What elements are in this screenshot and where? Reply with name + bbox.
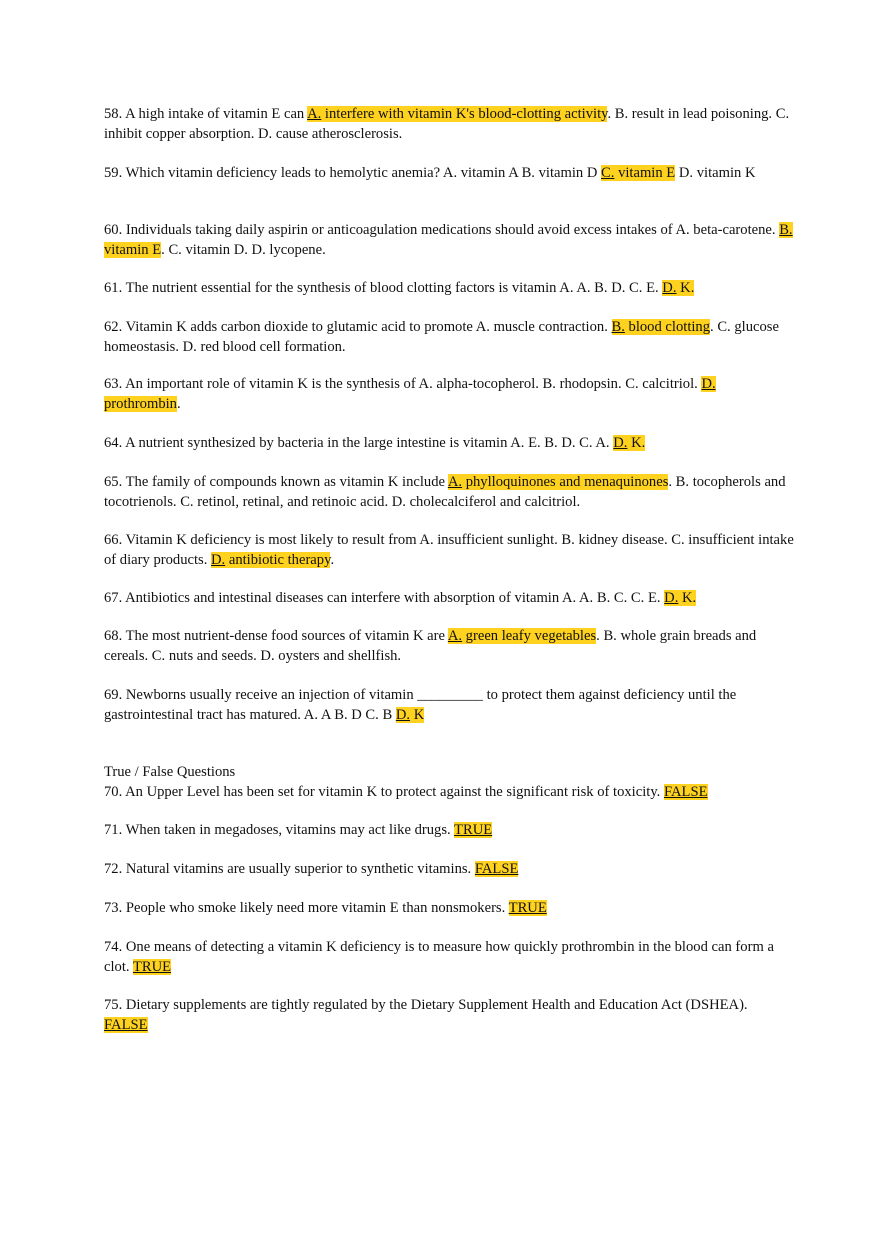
answer-highlight: D. K. <box>662 280 695 296</box>
question-text: 73. People who smoke likely need more vitamin E than nonsmokers. <box>104 900 509 916</box>
answer-highlight: TRUE <box>508 900 547 916</box>
question-73 <box>104 899 794 919</box>
answer-highlight: C. vitamin E <box>601 165 676 181</box>
answer-highlight: A. green leafy vegetables <box>447 628 597 644</box>
question-text: 74. One means of detecting a vitamin K deficiency is to measure how quickly prothrombin in the blood can form a clot. <box>104 939 774 975</box>
question-options: . <box>176 395 181 412</box>
question-text: 61. The nutrient essential for the synthesis of blood clotting factors is vitamin A. A. B. D. C. E. <box>104 280 663 296</box>
answer-highlight: TRUE <box>132 958 172 975</box>
question-74 <box>104 938 794 977</box>
question-60 <box>104 221 794 260</box>
question-options: . B. result in lead poisoning. C. inhibit copper absorption. D. cause atherosclerosis. <box>104 106 790 142</box>
question-text: 63. An important role of vitamin K is the synthesis of A. alpha-tocopherol. B. rhodopsin. C. calcitriol. <box>104 376 702 392</box>
question-text: 75. Dietary supplements are tightly regulated by the Dietary Supplement Health and Education Act (DSHEA). <box>104 997 748 1013</box>
question-options: . B. tocopherols and tocotrienols. C. retinol, retinal, and retinoic acid. D. cholecalciferol and calcitriol. <box>104 474 786 510</box>
answer-highlight: D. prothrombin <box>104 376 716 412</box>
question-66 <box>104 531 794 570</box>
question-68 <box>104 627 794 666</box>
answer-highlight: D. K. <box>664 590 697 606</box>
question-64 <box>104 434 794 454</box>
question-text: 71. When taken in megadoses, vitamins may act like drugs. <box>104 822 455 838</box>
question-72 <box>104 860 794 880</box>
answer-highlight: TRUE <box>454 822 493 838</box>
question-text: 70. An Upper Level has been set for vitamin K to protect against the significant risk of toxicity. <box>104 784 664 800</box>
question-options: . C. glucose homeostasis. D. red blood cell formation. <box>104 319 779 355</box>
answer-highlight: D. K <box>395 706 425 723</box>
question-70 <box>104 783 794 803</box>
question-text: 58. A high intake of vitamin E can <box>104 106 308 122</box>
question-71 <box>104 821 794 841</box>
question-text: 60. Individuals taking daily aspirin or anticoagulation medications should avoid excess intakes of A. beta-carotene. <box>104 222 780 238</box>
question-63 <box>104 375 794 414</box>
answer-highlight: B. vitamin E <box>104 222 793 258</box>
answer-highlight: FALSE <box>663 784 708 800</box>
question-text: 67. Antibiotics and intestinal diseases can interfere with absorption of vitamin A. A. B. C. C. E. <box>104 590 665 606</box>
question-61 <box>104 279 794 299</box>
question-text: 64. A nutrient synthesized by bacteria in the large intestine is vitamin A. E. B. D. C. A. <box>104 435 614 451</box>
question-text: 65. The family of compounds known as vitamin K include <box>104 474 448 490</box>
question-text: 72. Natural vitamins are usually superior to synthetic vitamins. <box>104 861 475 877</box>
question-69 <box>104 686 794 725</box>
question-58 <box>104 105 794 144</box>
question-text: 62. Vitamin K adds carbon dioxide to glutamic acid to promote A. muscle contraction. <box>104 319 612 335</box>
question-options: . B. whole grain breads and cereals. C. nuts and seeds. D. oysters and shellfish. <box>104 628 757 664</box>
question-options: . <box>330 551 335 568</box>
answer-highlight: FALSE <box>104 1016 148 1033</box>
question-65 <box>104 473 794 512</box>
answer-highlight: A. interfere with vitamin K's blood-clotting activity <box>307 106 608 122</box>
question-text: 69. Newborns usually receive an injection of vitamin _________ to protect them against deficiency until the gastrointestinal tract has matured. A. A B. D C. B <box>104 687 737 723</box>
question-options: . C. vitamin D. D. lycopene. <box>161 241 326 258</box>
answer-highlight: FALSE <box>474 861 519 877</box>
question-text: 66. Vitamin K deficiency is most likely to result from A. insufficient sunlight. B. kidney disease. C. insufficient intake of diary products. <box>104 532 794 568</box>
answer-highlight: B. blood clotting <box>611 319 711 335</box>
question-75 <box>104 996 794 1035</box>
answer-highlight: D. antibiotic therapy <box>211 551 331 568</box>
question-text: 68. The most nutrient-dense food sources of vitamin K are <box>104 628 448 644</box>
question-59 <box>104 164 794 184</box>
section-heading: True / False Questions <box>104 764 236 780</box>
question-text: 59. Which vitamin deficiency leads to hemolytic anemia? A. vitamin A B. vitamin D <box>104 165 602 181</box>
question-options: D. vitamin K <box>675 165 756 181</box>
question-62 <box>104 318 794 357</box>
answer-highlight: A. phylloquinones and menaquinones <box>447 474 669 490</box>
answer-highlight: D. K. <box>613 435 646 451</box>
question-67 <box>104 589 794 609</box>
